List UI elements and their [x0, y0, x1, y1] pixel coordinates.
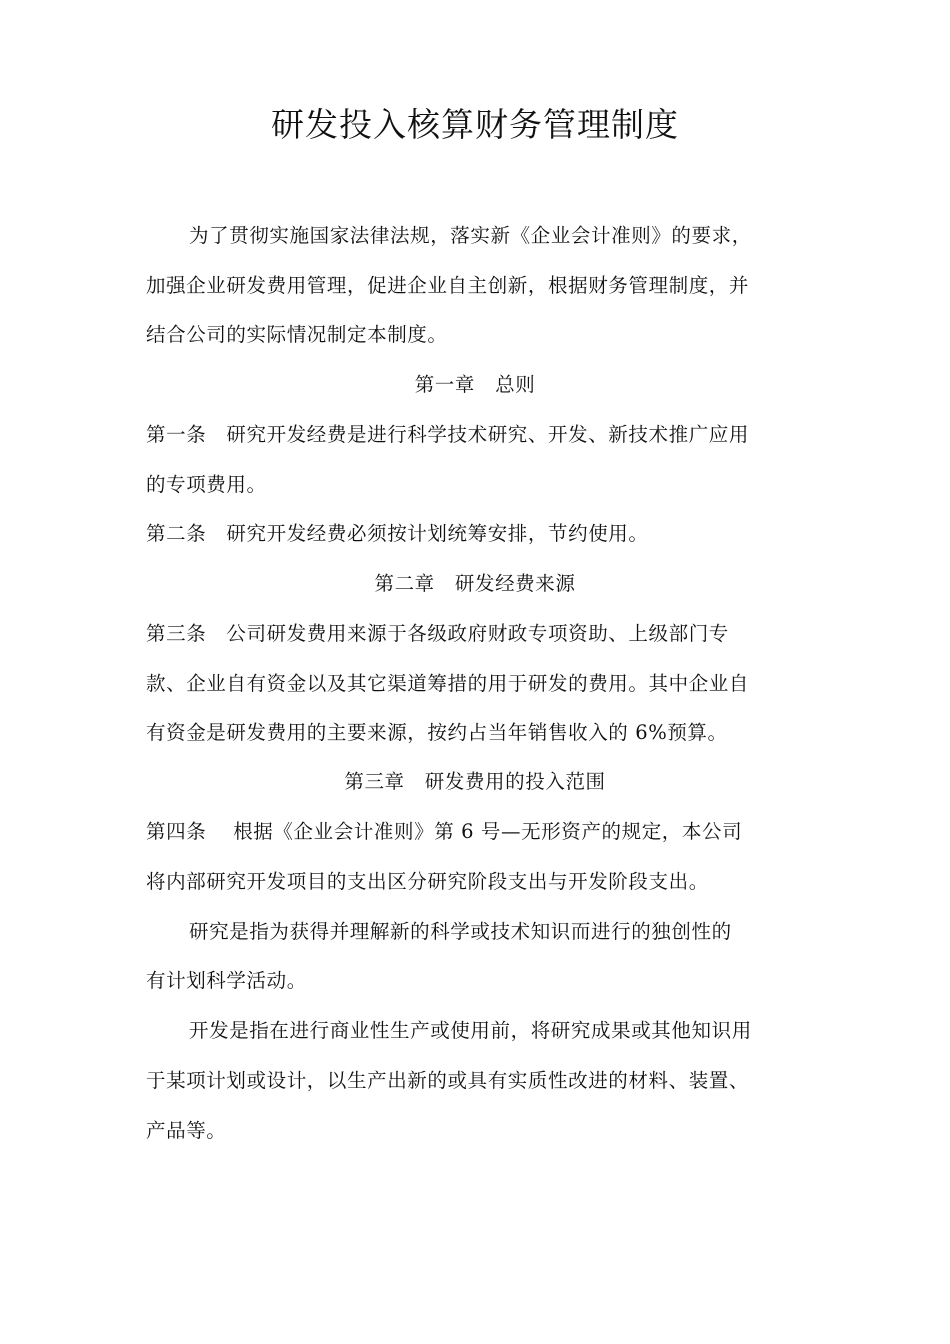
paragraph-line: 研究是指为获得并理解新的科学或技术知识而进行的独创性的: [189, 920, 732, 943]
article-line: 第一条 研究开发经费是进行科学技术研究、开发、新技术推广应用: [146, 423, 750, 446]
chapter-heading: 第三章 研发费用的投入范围: [344, 770, 606, 793]
article-line: 款、企业自有资金以及其它渠道筹措的用于研发的费用。其中企业自: [146, 672, 750, 695]
article-line: 将内部研究开发项目的支出区分研究阶段支出与开发阶段支出。: [146, 870, 709, 893]
article-line: 第二条 研究开发经费必须按计划统筹安排，节约使用。: [146, 522, 649, 545]
paragraph-line: 有计划科学活动。: [146, 969, 307, 992]
chapter-heading: 第一章 总则: [414, 373, 536, 396]
paragraph-line: 产品等。: [146, 1119, 227, 1142]
article-line: 有资金是研发费用的主要来源，按约占当年销售收入的 6%预算。: [146, 721, 728, 744]
paragraph-line: 于某项计划或设计，以生产出新的或具有实质性改进的材料、装置、: [146, 1069, 750, 1092]
document-title: 研发投入核算财务管理制度: [271, 105, 679, 144]
article-line: 第三条 公司研发费用来源于各级政府财政专项资助、上级部门专: [146, 622, 729, 645]
chapter-heading: 第二章 研发经费来源: [374, 572, 576, 595]
paragraph-line: 为了贯彻实施国家法律法规，落实新《企业会计准则》的要求，: [189, 224, 752, 247]
paragraph-line: 开发是指在进行商业性生产或使用前，将研究成果或其他知识用: [189, 1019, 752, 1042]
article-line: 第四条 根据《企业会计准则》第 6 号—无形资产的规定，本公司: [146, 820, 743, 843]
article-line: 的专项费用。: [146, 473, 267, 496]
paragraph-line: 结合公司的实际情况制定本制度。: [146, 323, 448, 346]
paragraph-line: 加强企业研发费用管理，促进企业自主创新，根据财务管理制度，并: [146, 274, 750, 297]
